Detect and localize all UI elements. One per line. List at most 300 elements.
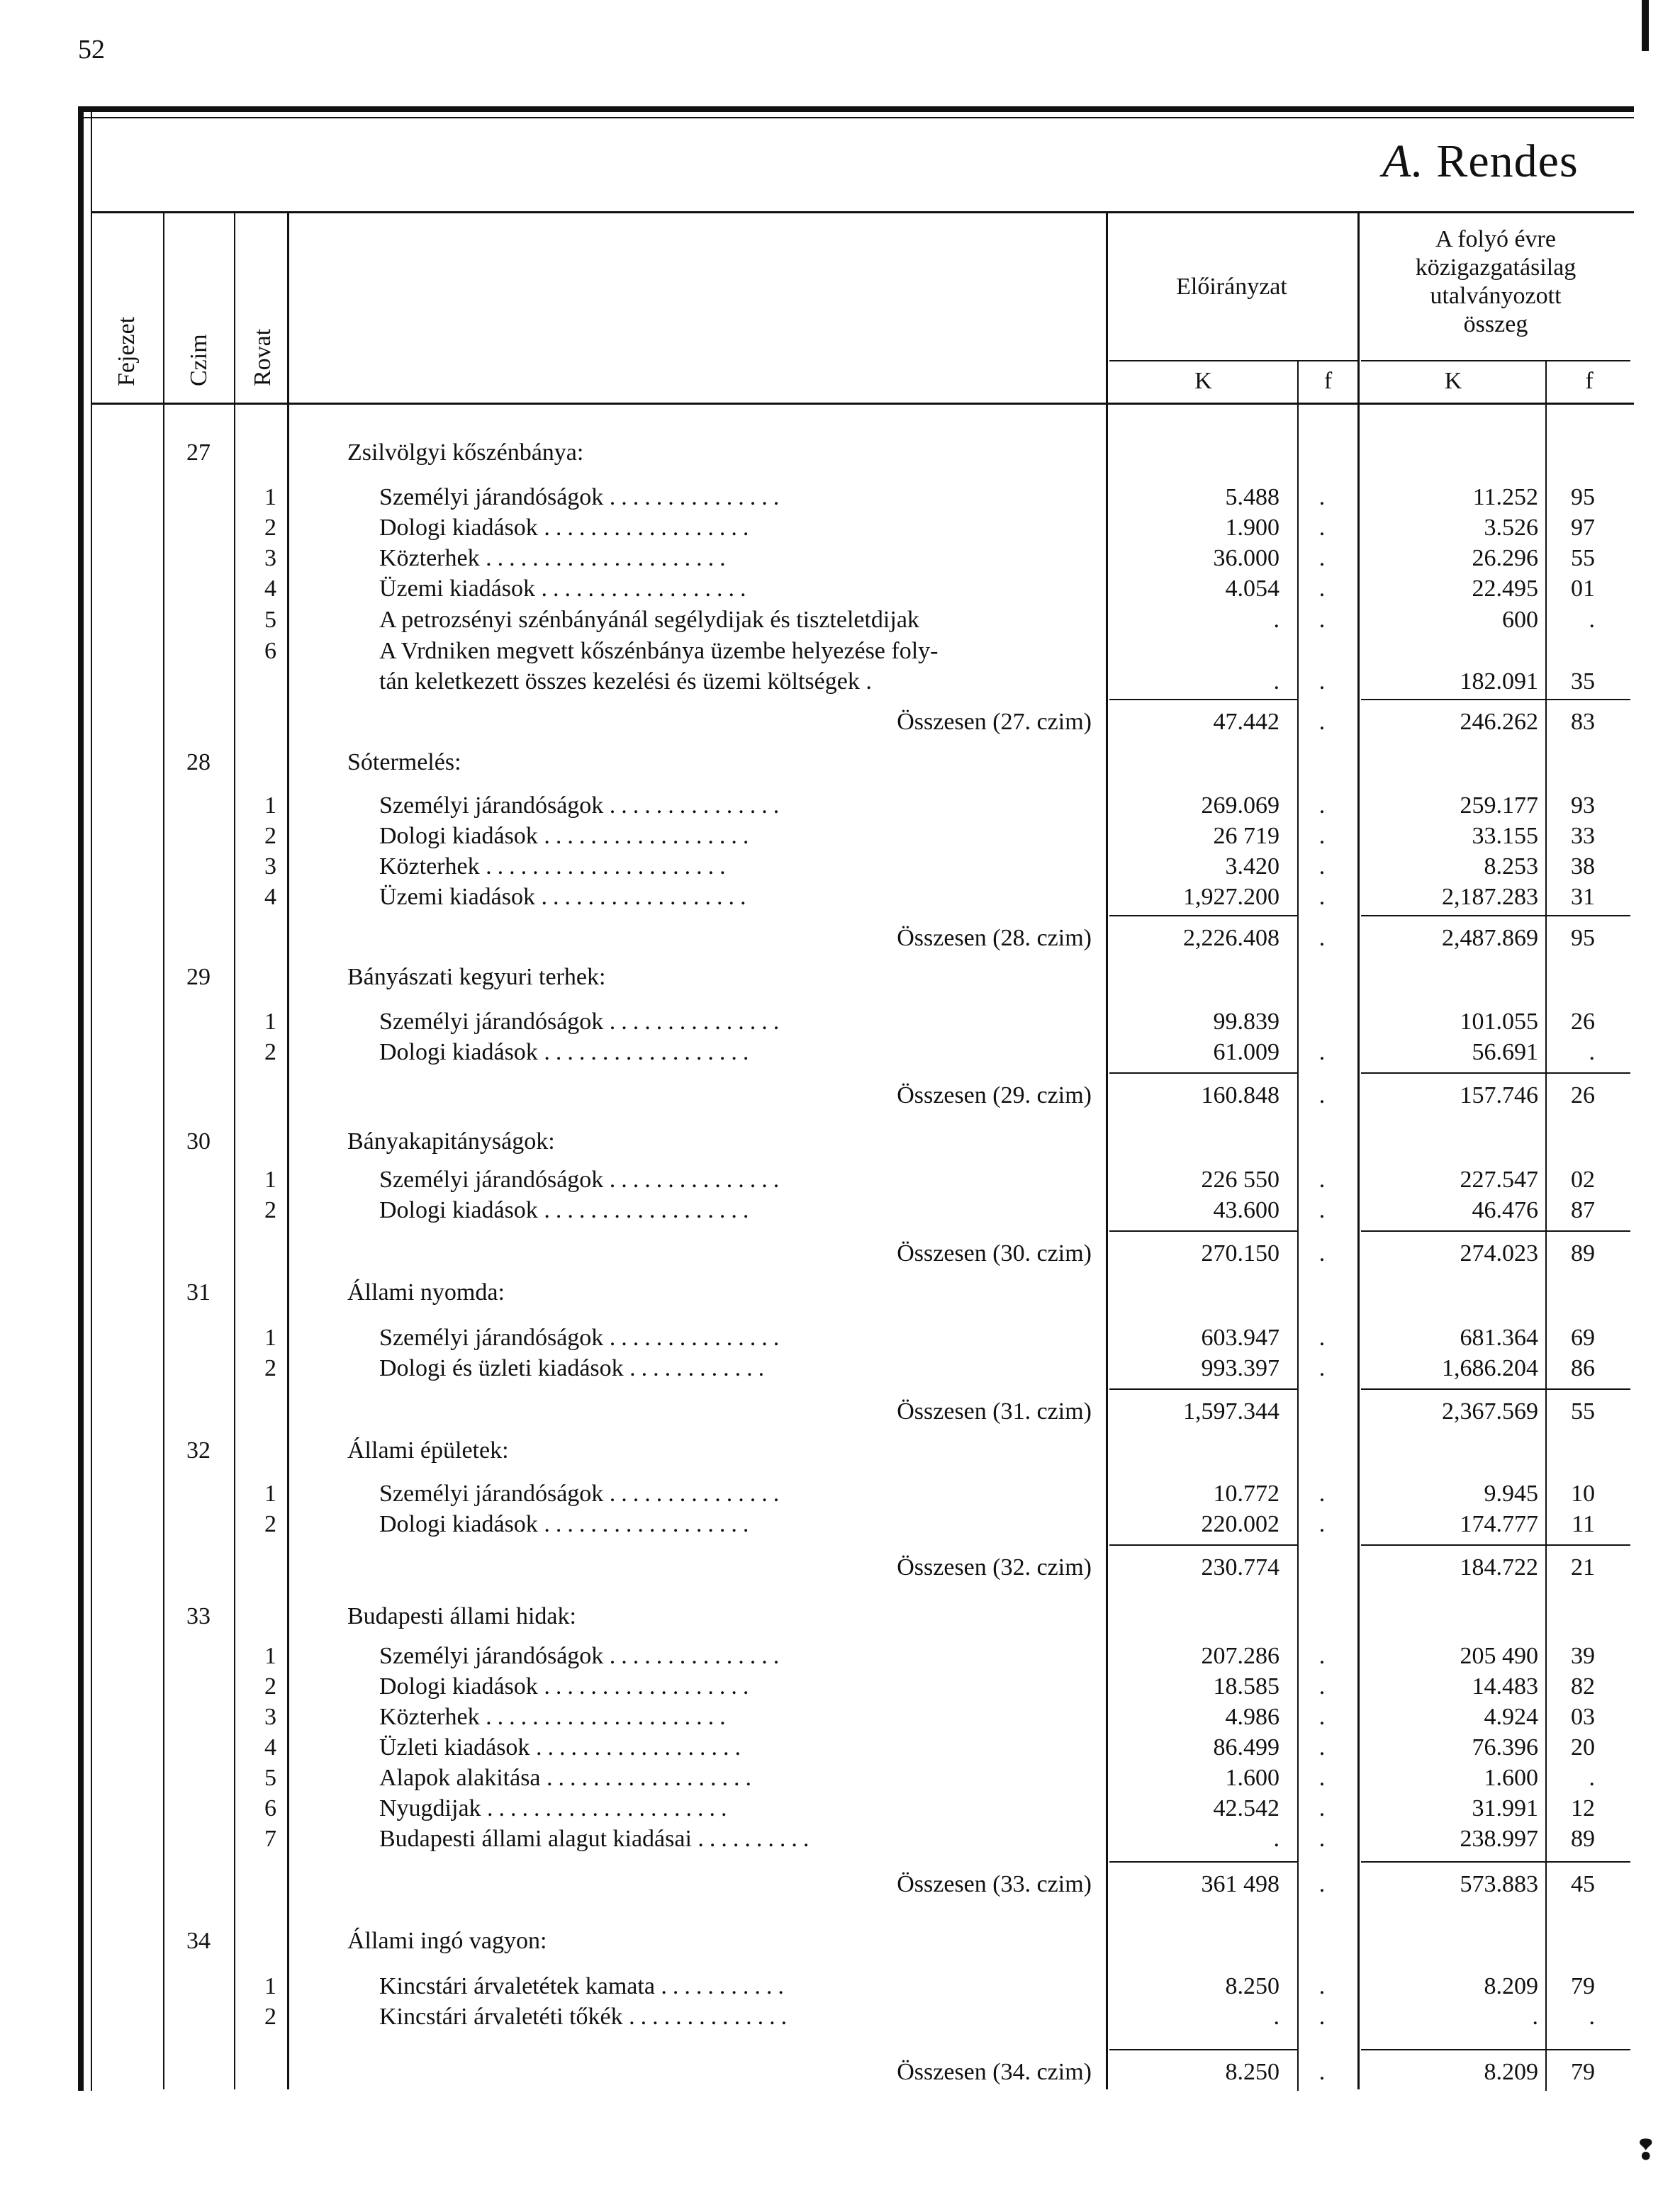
group-row — [0, 439, 1680, 471]
utalvanyozott-k-value: 157.746 — [1460, 1082, 1538, 1108]
group-row — [0, 749, 1680, 780]
table-row — [0, 576, 1680, 607]
header-rovat: Rovat — [250, 328, 276, 386]
leader-dots: .................. — [541, 576, 752, 602]
header-utalv-k: K — [1444, 368, 1462, 394]
rovat-number: 2 — [264, 1355, 276, 1381]
sum-rule — [1361, 1072, 1545, 1074]
czim-number: 31 — [186, 1279, 211, 1306]
eloiranyzat-k-value: 1,927.200 — [1183, 884, 1279, 910]
total-label: Összesen (34. czim) — [897, 2059, 1092, 2085]
group-row — [0, 964, 1680, 995]
rovat-number: 4 — [264, 576, 276, 602]
corner-glyph: ❢ — [1634, 2134, 1658, 2166]
eloiranyzat-k-value: . — [1273, 668, 1279, 695]
utalvanyozott-f-value: 11 — [1572, 1511, 1595, 1537]
utalvanyozott-f-value: 26 — [1571, 1009, 1595, 1035]
table-row — [0, 638, 1680, 669]
utalvanyozott-k-value: 26.296 — [1472, 545, 1538, 571]
utalvanyozott-k-value: 22.495 — [1472, 576, 1538, 602]
leader-dots: ............... — [609, 484, 785, 510]
czim-number: 29 — [186, 964, 211, 990]
eloiranyzat-f-value: . — [1318, 2059, 1326, 2085]
group-row — [0, 1437, 1680, 1469]
rovat-number: 1 — [264, 1325, 276, 1351]
sum-rule — [1361, 915, 1545, 916]
rovat-number: 1 — [264, 792, 276, 819]
section-letter: A. — [1382, 135, 1424, 187]
rovat-number: 5 — [264, 607, 276, 633]
utalvanyozott-f-value: 20 — [1571, 1734, 1595, 1761]
eloiranyzat-k-value: . — [1273, 607, 1279, 633]
leader-dots: ............ — [629, 1355, 771, 1381]
eloiranyzat-f-value: . — [1318, 1673, 1326, 1700]
rovat-number: 2 — [264, 2004, 276, 2030]
eloiranyzat-f-value: . — [1318, 2004, 1326, 2030]
group-label: Állami épületek: — [347, 1437, 509, 1464]
utalvanyozott-k-value: 8.209 — [1484, 1973, 1538, 1999]
eloiranyzat-f-value: . — [1318, 1704, 1326, 1730]
item-label: Üzemi kiadások .................. — [379, 576, 752, 602]
utalvanyozott-k-value: 14.483 — [1472, 1673, 1538, 1700]
leader-dots: .................. — [535, 1734, 746, 1761]
sum-rule — [1109, 1072, 1297, 1074]
eloiranyzat-k-value: 99.839 — [1213, 1009, 1279, 1035]
rovat-number: 6 — [264, 1795, 276, 1821]
rovat-number: 1 — [264, 1973, 276, 1999]
group-row — [0, 1928, 1680, 1959]
group-label: Állami nyomda: — [347, 1279, 505, 1306]
utalvanyozott-f-value: 97 — [1571, 515, 1595, 541]
total-row — [0, 925, 1680, 956]
table-row — [0, 668, 1680, 700]
utalvanyozott-k-value: 76.396 — [1472, 1734, 1538, 1761]
table-row — [0, 1643, 1680, 1674]
czim-number: 32 — [186, 1437, 211, 1464]
sum-rule — [1109, 1230, 1297, 1232]
item-label: Dologi kiadások .................. — [379, 515, 755, 541]
eloiranyzat-k-value: 42.542 — [1213, 1795, 1279, 1821]
leader-dots: ............... — [609, 1643, 785, 1669]
eloiranyzat-f-value: . — [1318, 1325, 1326, 1351]
eloiranyzat-f-value: . — [1318, 1481, 1326, 1507]
eloiranyzat-f-value: . — [1318, 1039, 1326, 1065]
utalvanyozott-f-value: 86 — [1571, 1355, 1595, 1381]
header-utalvanyozott-line1: A folyó évre — [1435, 226, 1556, 252]
leader-dots: ..................... — [486, 545, 732, 571]
item-label: Dologi kiadások .................. — [379, 1197, 755, 1223]
eloiranyzat-f-value: . — [1318, 1795, 1326, 1821]
eloiranyzat-f-value: . — [1318, 484, 1326, 510]
utalvanyozott-k-value: 184.722 — [1460, 1554, 1538, 1581]
sum-rule — [1361, 1388, 1545, 1390]
table-row — [0, 1355, 1680, 1386]
total-label: Összesen (33. czim) — [897, 1871, 1092, 1897]
group-label: Bányakapitányságok: — [347, 1128, 555, 1155]
utalvanyozott-f-value: . — [1589, 1765, 1595, 1791]
item-label: Személyi járandóságok ............... — [379, 1643, 785, 1669]
eloiranyzat-f-value: . — [1318, 1355, 1326, 1381]
section-word: Rendes — [1436, 135, 1579, 187]
utalvanyozott-f-value: 35 — [1571, 668, 1595, 695]
utalvanyozott-f-value: 01 — [1571, 576, 1595, 602]
sum-rule — [1109, 915, 1297, 916]
utalvanyozott-k-value: 205 490 — [1460, 1643, 1538, 1669]
leader-dots: ............... — [609, 1325, 785, 1351]
eloiranyzat-k-value: 2,226.408 — [1183, 925, 1279, 951]
eloiranyzat-k-value: 3.420 — [1225, 853, 1279, 880]
leader-dots: .......... — [698, 1826, 815, 1852]
rovat-number: 6 — [264, 638, 276, 664]
total-label: Összesen (30. czim) — [897, 1240, 1092, 1267]
item-label: Közterhek ..................... — [379, 853, 732, 880]
rovat-number: 3 — [264, 853, 276, 880]
item-label: Kincstári árvaletéti tőkék .............. — [379, 2004, 793, 2030]
utalvanyozott-k-value: 238.997 — [1460, 1826, 1538, 1852]
sum-rule — [1361, 2049, 1545, 2050]
total-label: Összesen (28. czim) — [897, 925, 1092, 951]
utalvanyozott-f-value: 10 — [1571, 1481, 1595, 1507]
print-mark — [1642, 0, 1649, 51]
sum-rule — [1547, 2049, 1630, 2050]
rovat-number: 1 — [264, 1167, 276, 1193]
eloiranyzat-f-value: . — [1318, 1167, 1326, 1193]
rovat-number: 1 — [264, 1009, 276, 1035]
item-label: Dologi kiadások .................. — [379, 823, 755, 849]
eloiranyzat-f-value: . — [1318, 1826, 1326, 1852]
sum-rule — [1547, 699, 1630, 700]
rovat-number: 2 — [264, 1673, 276, 1700]
item-label: Személyi járandóságok ............... — [379, 1481, 785, 1507]
eloiranyzat-f-value: . — [1318, 709, 1326, 735]
header-utalvanyozott — [1361, 225, 1630, 339]
eloiranyzat-k-value: 4.054 — [1225, 576, 1279, 602]
table-row — [0, 1734, 1680, 1765]
utalvanyozott-k-value: . — [1532, 2004, 1538, 2030]
utalvanyozott-k-value: 2,367.569 — [1442, 1398, 1538, 1425]
utalvanyozott-f-value: 93 — [1571, 792, 1595, 819]
utalvanyozott-k-value: 246.262 — [1460, 709, 1538, 735]
rovat-number: 2 — [264, 1039, 276, 1065]
eloiranyzat-f-value: . — [1318, 1973, 1326, 1999]
utalvanyozott-f-value: 02 — [1571, 1167, 1595, 1193]
item-label: Nyugdijak ..................... — [379, 1795, 733, 1821]
utalvanyozott-k-value: 3.526 — [1484, 515, 1538, 541]
rovat-number: 1 — [264, 1643, 276, 1669]
eloiranyzat-k-value: . — [1273, 2004, 1279, 2030]
czim-number: 28 — [186, 749, 211, 775]
utalvanyozott-f-value: 95 — [1571, 925, 1595, 951]
utalvanyozott-f-value: 83 — [1571, 709, 1595, 735]
utalvanyozott-k-value: 2,487.869 — [1442, 925, 1538, 951]
rovat-number: 1 — [264, 484, 276, 510]
utalvanyozott-k-value: 9.945 — [1484, 1481, 1538, 1507]
eloiranyzat-f-value: . — [1318, 1082, 1326, 1108]
item-label: Dologi kiadások .................. — [379, 1511, 755, 1537]
table-row — [0, 1167, 1680, 1198]
utalvanyozott-f-value: . — [1589, 1039, 1595, 1065]
utalvanyozott-f-value: 55 — [1571, 1398, 1595, 1425]
eloiranyzat-f-value: . — [1318, 823, 1326, 849]
sum-rule — [1361, 1861, 1545, 1863]
utalvanyozott-f-value: 55 — [1571, 545, 1595, 571]
rovat-number: 2 — [264, 823, 276, 849]
item-label: A petrozsényi szénbányánál segélydijak és tiszteletdijak — [379, 607, 919, 633]
rovat-number: 3 — [264, 1704, 276, 1730]
item-label: Közterhek ..................... — [379, 1704, 732, 1730]
table-row — [0, 545, 1680, 576]
leader-dots: ........... — [661, 1973, 790, 1999]
rovat-number: 2 — [264, 1197, 276, 1223]
total-row — [0, 2059, 1680, 2090]
eloiranyzat-k-value: 43.600 — [1213, 1197, 1279, 1223]
table-row — [0, 884, 1680, 915]
utalvanyozott-f-value: 33 — [1571, 823, 1595, 849]
utalvanyozott-k-value: 174.777 — [1460, 1511, 1538, 1537]
eloiranyzat-k-value: 5.488 — [1225, 484, 1279, 510]
leader-dots: .............. — [629, 2004, 793, 2030]
utalvanyozott-k-value: 8.253 — [1484, 853, 1538, 880]
czim-number: 30 — [186, 1128, 211, 1155]
table-row — [0, 823, 1680, 854]
utalvanyozott-k-value: 11.252 — [1472, 484, 1538, 510]
utalvanyozott-k-value: 2,187.283 — [1442, 884, 1538, 910]
item-label: tán keletkezett összes kezelési és üzemi költségek . — [379, 668, 878, 695]
header-utalv-f: f — [1585, 368, 1594, 394]
item-label: Üzemi kiadások .................. — [379, 884, 752, 910]
utalvanyozott-k-value: 8.209 — [1484, 2059, 1538, 2085]
czim-number: 34 — [186, 1928, 211, 1954]
sum-rule — [1547, 1072, 1630, 1074]
leader-dots: .................. — [541, 884, 752, 910]
utalvanyozott-k-value: 1.600 — [1484, 1765, 1538, 1791]
total-row — [0, 1871, 1680, 1902]
total-label: Összesen (31. czim) — [897, 1398, 1092, 1425]
eloiranyzat-f-value: . — [1318, 1197, 1326, 1223]
sum-rule — [1547, 1861, 1630, 1863]
eloiranyzat-k-value: 361 498 — [1201, 1871, 1279, 1897]
utalvanyozott-f-value: 39 — [1571, 1643, 1595, 1669]
table-row — [0, 1973, 1680, 2004]
utalvanyozott-k-value: 56.691 — [1472, 1039, 1538, 1065]
total-row — [0, 1082, 1680, 1113]
total-row — [0, 1554, 1680, 1585]
total-row — [0, 1240, 1680, 1271]
leader-dots: ............... — [609, 1167, 785, 1193]
table-row — [0, 2004, 1680, 2035]
eloiranyzat-k-value: 47.442 — [1213, 709, 1279, 735]
utalvanyozott-k-value: 600 — [1502, 607, 1538, 633]
eloiranyzat-k-value: 61.009 — [1213, 1039, 1279, 1065]
total-row — [0, 709, 1680, 740]
table-row — [0, 1795, 1680, 1826]
eloiranyzat-f-value: . — [1318, 576, 1326, 602]
table-row — [0, 1673, 1680, 1705]
header-eloiranyzat-f: f — [1323, 368, 1333, 394]
eloiranyzat-k-value: 603.947 — [1201, 1325, 1279, 1351]
eloiranyzat-f-value: . — [1318, 545, 1326, 571]
eloiranyzat-k-value: . — [1273, 1826, 1279, 1852]
utalvanyozott-f-value: 12 — [1571, 1795, 1595, 1821]
sum-rule — [1361, 699, 1545, 700]
sum-rule — [1361, 1544, 1545, 1546]
eloiranyzat-k-value: 226 550 — [1201, 1167, 1279, 1193]
utalvanyozott-k-value: 182.091 — [1460, 668, 1538, 695]
eloiranyzat-k-value: 220.002 — [1201, 1511, 1279, 1537]
table-row — [0, 792, 1680, 824]
eloiranyzat-f-value: . — [1318, 853, 1326, 880]
leader-dots: ..................... — [486, 1704, 732, 1730]
leader-dots: .................. — [544, 1197, 755, 1223]
table-row — [0, 1511, 1680, 1542]
group-row — [0, 1279, 1680, 1310]
leader-dots: . — [866, 668, 878, 695]
sum-rule — [1361, 1230, 1545, 1232]
utalvanyozott-f-value: 82 — [1571, 1673, 1595, 1700]
sum-rule — [1109, 1861, 1297, 1863]
item-label: Személyi járandóságok ............... — [379, 484, 785, 510]
utalvanyozott-f-value: 26 — [1571, 1082, 1595, 1108]
rovat-number: 7 — [264, 1826, 276, 1852]
item-label: Kincstári árvaletétek kamata ........... — [379, 1973, 790, 1999]
total-row — [0, 1398, 1680, 1430]
top-rule — [78, 106, 1634, 112]
eloiranyzat-k-value: 1,597.344 — [1183, 1398, 1279, 1425]
group-label: Bányászati kegyuri terhek: — [347, 964, 606, 990]
utalvanyozott-f-value: 45 — [1571, 1871, 1595, 1897]
total-label: Összesen (27. czim) — [897, 709, 1092, 735]
section-title — [1382, 135, 1579, 189]
total-label: Összesen (29. czim) — [897, 1082, 1092, 1108]
rovat-number: 4 — [264, 884, 276, 910]
table-row — [0, 1039, 1680, 1070]
leader-dots: .................. — [547, 1765, 758, 1791]
eloiranyzat-f-value: . — [1318, 1240, 1326, 1267]
item-label: Személyi járandóságok ............... — [379, 1325, 785, 1351]
eloiranyzat-f-value: . — [1318, 1511, 1326, 1537]
header-eloiranyzat: Előirányzat — [1176, 274, 1287, 300]
utalvanyozott-k-value: 259.177 — [1460, 792, 1538, 819]
item-label: Budapesti állami alagut kiadásai .......... — [379, 1826, 815, 1852]
eloiranyzat-k-value: 230.774 — [1201, 1554, 1279, 1581]
eloiranyzat-k-value: 207.286 — [1201, 1643, 1279, 1669]
utalvanyozott-f-value: 89 — [1571, 1240, 1595, 1267]
top-rule-thin — [78, 117, 1634, 118]
item-label: Alapok alakitása .................. — [379, 1765, 758, 1791]
utalvanyozott-f-value: 03 — [1571, 1704, 1595, 1730]
group-label: Állami ingó vagyon: — [347, 1928, 547, 1954]
rovat-number: 5 — [264, 1765, 276, 1791]
leader-dots: .................. — [544, 515, 755, 541]
eloiranyzat-k-value: 26 719 — [1213, 823, 1279, 849]
czim-number: 27 — [186, 439, 211, 466]
table-row — [0, 1704, 1680, 1735]
sum-rule — [1547, 1544, 1630, 1546]
eloiranyzat-f-value: . — [1318, 884, 1326, 910]
table-row — [0, 1826, 1680, 1857]
eloiranyzat-f-value: . — [1318, 607, 1326, 633]
utalvanyozott-f-value: 79 — [1571, 2059, 1595, 2085]
page-number: 52 — [78, 35, 105, 64]
table-row — [0, 515, 1680, 546]
czim-number: 33 — [186, 1603, 211, 1629]
utalvanyozott-k-value: 573.883 — [1460, 1871, 1538, 1897]
eloiranyzat-k-value: 4.986 — [1225, 1704, 1279, 1730]
eloiranyzat-f-value: . — [1318, 925, 1326, 951]
eloiranyzat-k-value: 18.585 — [1213, 1673, 1279, 1700]
item-label: Személyi járandóságok ............... — [379, 1167, 785, 1193]
header-utalvanyozott-line3: utalványozott — [1430, 283, 1562, 309]
utalvanyozott-f-value: 95 — [1571, 484, 1595, 510]
item-label: A Vrdniken megvett kőszénbánya üzembe helyezése foly- — [379, 638, 939, 664]
table-row — [0, 484, 1680, 515]
header-eloiranyzat-k: K — [1194, 368, 1212, 394]
eloiranyzat-k-value: 86.499 — [1213, 1734, 1279, 1761]
group-row — [0, 1128, 1680, 1160]
eloiranyzat-k-value: 993.397 — [1201, 1355, 1279, 1381]
table-row — [0, 1325, 1680, 1356]
item-label: Dologi kiadások .................. — [379, 1673, 755, 1700]
eloiranyzat-subrule — [1109, 360, 1357, 361]
rovat-number: 2 — [264, 515, 276, 541]
eloiranyzat-f-value: . — [1318, 1734, 1326, 1761]
eloiranyzat-f-value: . — [1318, 515, 1326, 541]
utalvanyozott-f-value: 87 — [1571, 1197, 1595, 1223]
eloiranyzat-f-value: . — [1318, 1765, 1326, 1791]
utalvanyozott-k-value: 46.476 — [1472, 1197, 1538, 1223]
utalvanyozott-f-value: . — [1589, 607, 1595, 633]
eloiranyzat-k-value: 10.772 — [1213, 1481, 1279, 1507]
utalvanyozott-f-value: 38 — [1571, 853, 1595, 880]
table-row — [0, 1197, 1680, 1228]
utalvanyozott-f-value: 21 — [1571, 1554, 1595, 1581]
utalvanyozott-f-value: 89 — [1571, 1826, 1595, 1852]
eloiranyzat-f-value: . — [1318, 1643, 1326, 1669]
utalvanyozott-f-value: . — [1589, 2004, 1595, 2030]
utalvanyozott-f-value: 31 — [1571, 884, 1595, 910]
sum-rule — [1109, 1544, 1297, 1546]
item-label: Üzleti kiadások .................. — [379, 1734, 746, 1761]
eloiranyzat-k-value: 1.900 — [1225, 515, 1279, 541]
item-label: Személyi járandóságok ............... — [379, 792, 785, 819]
item-label: Dologi és üzleti kiadások ............ — [379, 1355, 771, 1381]
header-bottom-rule — [92, 403, 1634, 405]
utalvanyozott-k-value: 1,686.204 — [1442, 1355, 1538, 1381]
rovat-number: 4 — [264, 1734, 276, 1761]
utalvanyozott-f-value: 79 — [1571, 1973, 1595, 1999]
header-czim: Czim — [186, 334, 212, 386]
utalvanyozott-k-value: 274.023 — [1460, 1240, 1538, 1267]
leader-dots: .................. — [544, 1039, 755, 1065]
leader-dots: .................. — [544, 1673, 755, 1700]
header-utalvanyozott-line2: közigazgatásilag — [1415, 254, 1577, 281]
header-top-rule — [92, 211, 1634, 213]
rovat-number: 1 — [264, 1481, 276, 1507]
table-row — [0, 853, 1680, 885]
eloiranyzat-f-value: . — [1318, 792, 1326, 819]
rovat-number: 2 — [264, 1511, 276, 1537]
group-label: Zsilvölgyi kőszénbánya: — [347, 439, 584, 466]
item-label: Közterhek ..................... — [379, 545, 732, 571]
eloiranyzat-k-value: 160.848 — [1201, 1082, 1279, 1108]
leader-dots: ..................... — [486, 853, 732, 880]
header-utalvanyozott-line4: összeg — [1463, 311, 1528, 337]
sum-rule — [1109, 699, 1297, 700]
leader-dots: ............... — [609, 1009, 785, 1035]
table-row — [0, 1481, 1680, 1512]
group-row — [0, 1603, 1680, 1634]
leader-dots: ..................... — [487, 1795, 733, 1821]
